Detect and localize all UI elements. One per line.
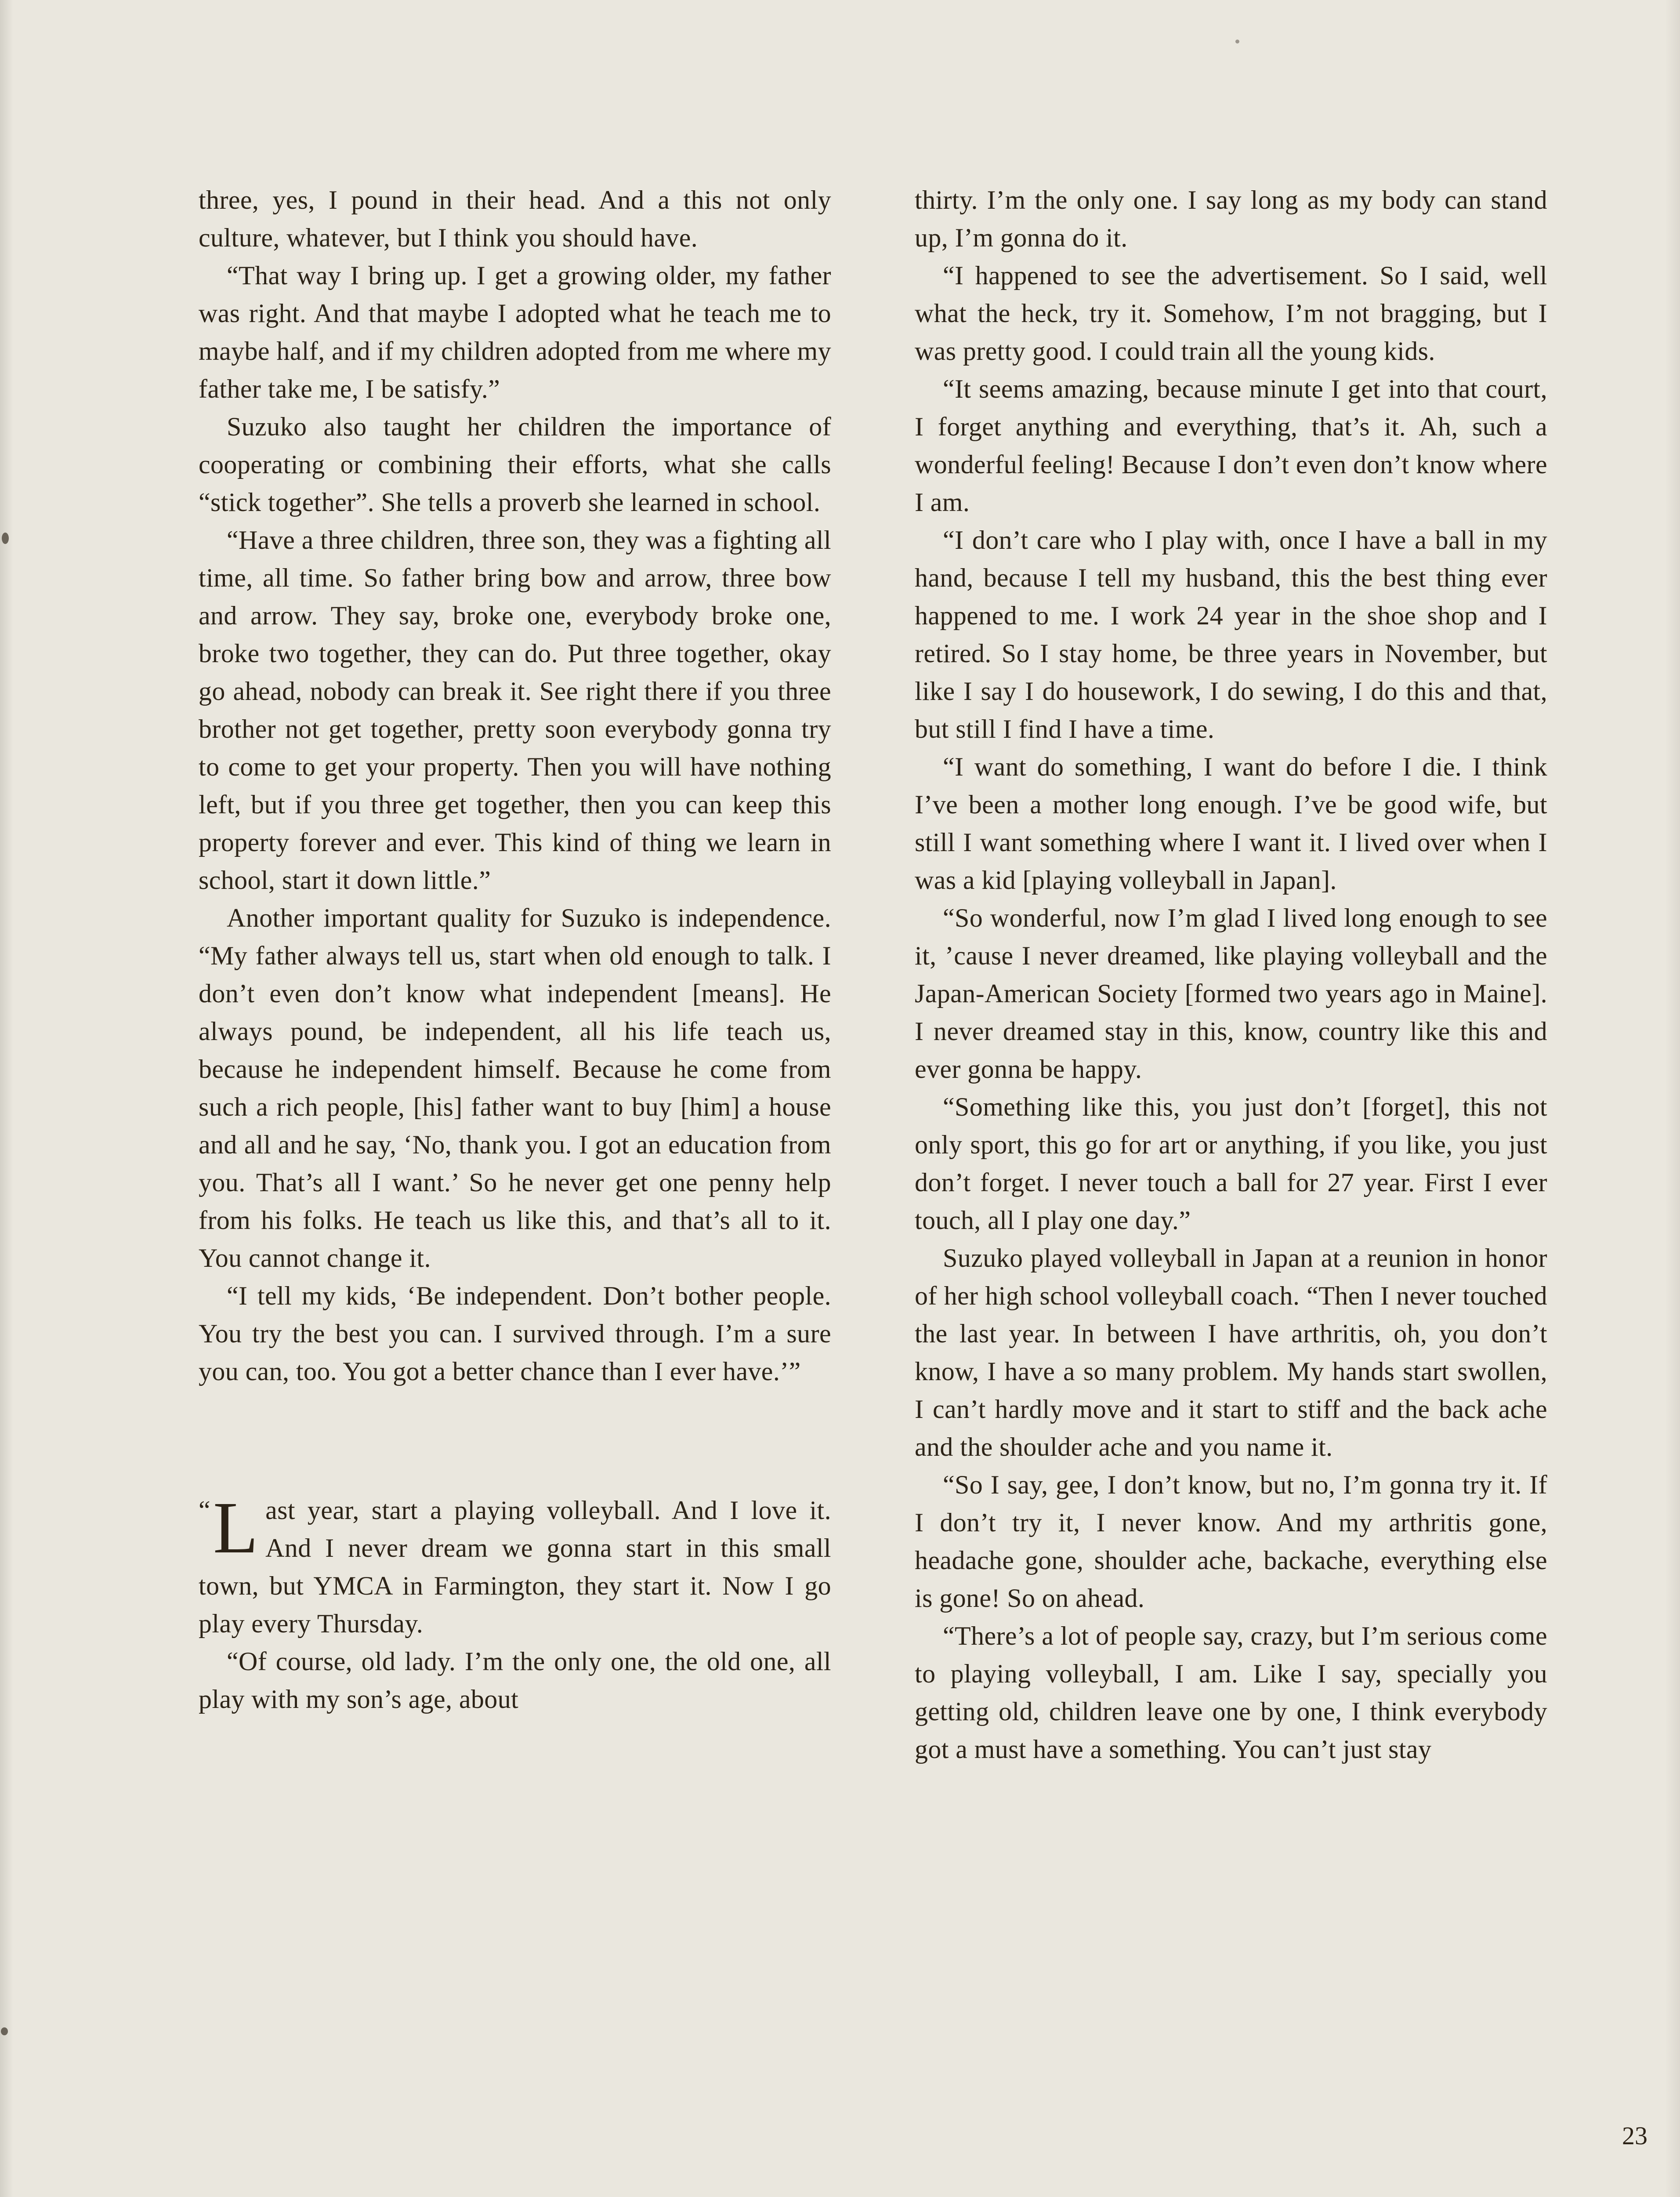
paragraph: “So I say, gee, I don’t know, but no, I’m gonna try it. If I don’t try it, I never know. And my arthritis gone, headache gone, shoulder ache, backache, everything else is gone! So on ahead. bbox=[915, 1470, 1547, 1613]
paragraph: “There’s a lot of people say, crazy, but I’m serious come to playing volleyball, I am. Like I say, specially you getting old, children leave one by one, I think everybody got a must have a something. You can’t just stay bbox=[915, 1621, 1547, 1764]
section-gap bbox=[199, 1390, 831, 1491]
page-number: 23 bbox=[1622, 2121, 1647, 2150]
paragraph: “Of course, old lady. I’m the only one, the old one, all play with my son’s age, about bbox=[199, 1647, 831, 1714]
paragraph: “I tell my kids, ‘Be independent. Don’t bother people. You try the best you can. I survived through. I’m a sure you can, too. You got a better chance than I ever have.’” bbox=[199, 1281, 831, 1386]
paragraph: “I happened to see the advertisement. So I said, well what the heck, try it. Somehow, I’m not bragging, but I was pretty good. I could train all the young kids. bbox=[915, 261, 1547, 366]
paragraph: “That way I bring up. I get a growing older, my father was right. And that maybe I adopted what he teach me to maybe half, and if my children adopted from me where my father take me, I be satisfy.” bbox=[199, 261, 831, 403]
paragraph: three, yes, I pound in their head. And a this not only culture, whatever, but I think you should have. bbox=[199, 185, 831, 252]
paragraph: “I want do something, I want do before I die. I think I’ve been a mother long enough. I’ve be good wife, but still I want something where I want it. I lived over when I was a kid [playing volleyball in Japan]. bbox=[915, 752, 1547, 895]
paragraph: Suzuko also taught her children the importance of cooperating or combining their efforts, what she calls “stick together”. She tells a proverb she learned in school. bbox=[199, 412, 831, 517]
column-left bbox=[199, 181, 831, 1718]
paragraph: “I don’t care who I play with, once I have a ball in my hand, because I tell my husband, this the best thing ever happened to me. I work 24 year in the shoe shop and I retired. So I stay home, be three years in November, but like I say I do housework, I do sewing, I do this and that, but still I find I have a time. bbox=[915, 526, 1547, 743]
scan-speck bbox=[1, 2027, 8, 2035]
paragraph: “Something like this, you just don’t [forget], this not only sport, this go for art or anything, if you like, you just don’t forget. I never touch a ball for 27 year. First I ever touch, all I play one day.” bbox=[915, 1092, 1547, 1235]
paragraph: Suzuko played volleyball in Japan at a reunion in honor of her high school volleyball coach. “Then I never touched the last year. In between I have arthritis, oh, you don’t know, I have a so many problem. My hands start swollen, I can’t hardly move and it start to stiff and the back ache and the shoulder ache and you name it. bbox=[915, 1244, 1547, 1461]
drop-cap-quote: “ bbox=[199, 1496, 211, 1525]
column-right bbox=[915, 181, 1547, 1768]
paragraph: “It seems amazing, because minute I get into that court, I forget anything and everything, that’s it. Ah, such a wonderful feeling! Because I don’t even don’t know where I am. bbox=[915, 374, 1547, 517]
paragraph: “So wonderful, now I’m glad I lived long enough to see it, ’cause I never dreamed, like playing volleyball and the Japan-American Society [formed two years ago in Maine]. I never dreamed stay in this, know, country like this and ever gonna be happy. bbox=[915, 903, 1547, 1084]
drop-cap-letter: L bbox=[213, 1487, 259, 1569]
scan-speck bbox=[2, 533, 9, 544]
paragraph: “ L ast year, start a playing volleyball. And I love it. And I never dream we gonna start in this small town, but YMCA in Farmington, they start it. Now I go play every Thursday. bbox=[199, 1487, 831, 1638]
paragraph: “Have a three children, three son, they was a fighting all time, all time. So father bring bow and arrow, three bow and arrow. They say, broke one, everybody broke one, broke two together, they can do. Put three together, okay go ahead, nobody can break it. See right there if you three brother not get together, pretty soon everybody gonna try to come to get your property. Then you will have nothing left, but if you three get together, then you can keep this property forever and ever. This kind of thing we learn in school, start it down little.” bbox=[199, 526, 832, 895]
paragraph: thirty. I’m the only one. I say long as my body can stand up, I’m gonna do it. bbox=[915, 185, 1547, 252]
paragraph: Another important quality for Suzuko is independence. “My father always tell us, start when old enough to talk. I don’t even don’t know what independent [means]. He always pound, be independent, all his life teach us, because he independent himself. Because he come from such a rich people, [his] father want to buy [him] a house and all and he say, ‘No, thank you. I got an education from you. That’s all I want.’ So he never get one penny help from his folks. He teach us like this, and that’s all to it. You cannot change it. bbox=[199, 903, 831, 1273]
scan-speck bbox=[1235, 40, 1239, 44]
